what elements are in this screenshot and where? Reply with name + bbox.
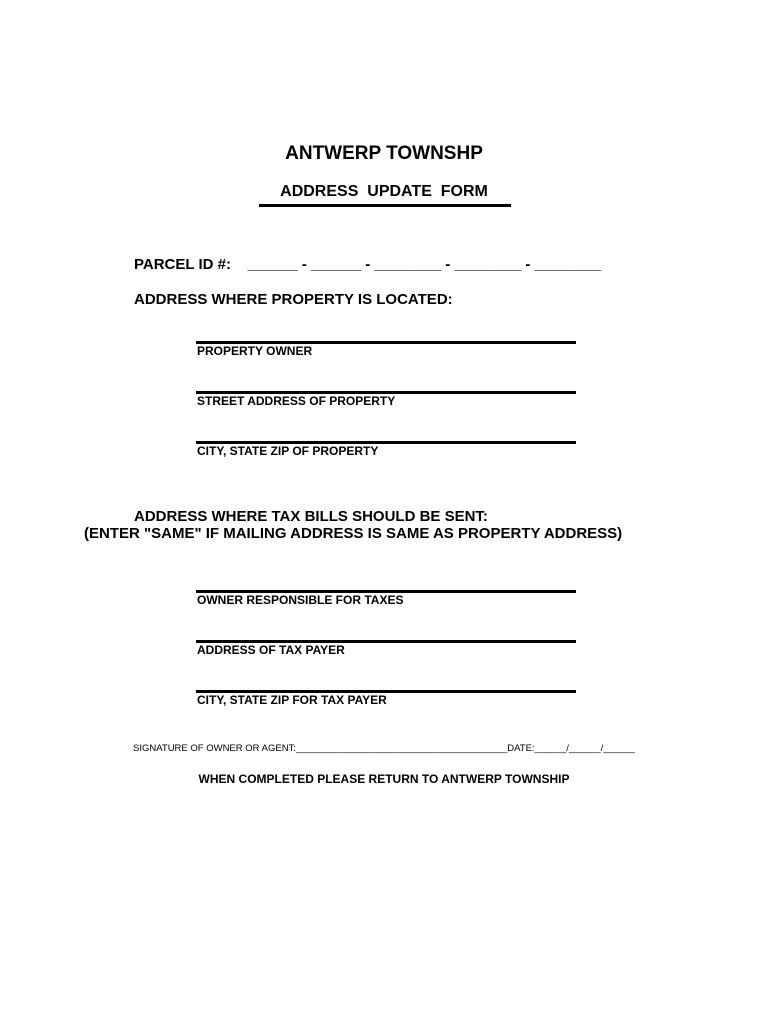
form-subtitle: ADDRESS UPDATE FORM (280, 183, 488, 200)
property-section-heading: ADDRESS WHERE PROPERTY IS LOCATED: (134, 291, 453, 308)
street-address-caption: STREET ADDRESS OF PROPERTY (197, 394, 396, 408)
parcel-id-line[interactable]: PARCEL ID #: ______ - ______ - ________ - ________ - ________ (134, 256, 602, 273)
return-instructions: WHEN COMPLETED PLEASE RETURN TO ANTWERP TOWNSHIP (198, 772, 570, 786)
taxpayer-address-caption: ADDRESS OF TAX PAYER (197, 643, 345, 657)
tax-owner-caption: OWNER RESPONSIBLE FOR TAXES (197, 593, 404, 607)
property-owner-caption: PROPERTY OWNER (197, 344, 313, 358)
tax-section-note: (ENTER "SAME" IF MAILING ADDRESS IS SAME AS PROPERTY ADDRESS) (84, 525, 623, 542)
signature-date-line[interactable]: SIGNATURE OF OWNER OR AGENT:________________________________________DATE:______/______/______ (133, 743, 635, 754)
taxpayer-city-caption: CITY, STATE ZIP FOR TAX PAYER (197, 693, 387, 707)
tax-section-heading: ADDRESS WHERE TAX BILLS SHOULD BE SENT: (134, 508, 488, 525)
form-title: ANTWERP TOWNSHP (285, 143, 483, 164)
subtitle-underline (259, 204, 511, 207)
city-state-zip-caption: CITY, STATE ZIP OF PROPERTY (197, 444, 379, 458)
